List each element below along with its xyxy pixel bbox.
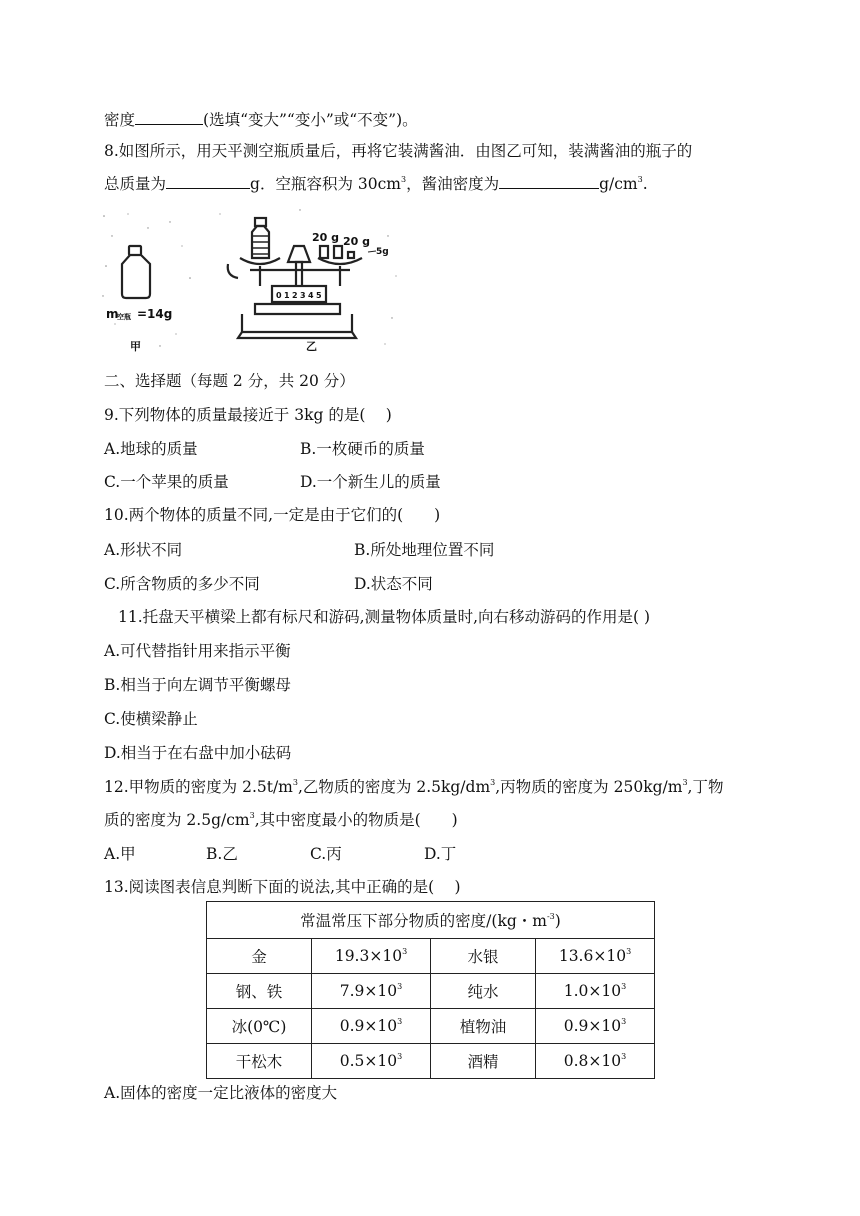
q11-option-d[interactable]: D.相当于在右盘中加小砝码 <box>104 744 292 762</box>
table-row <box>207 1009 655 1044</box>
q11-option-a[interactable]: A.可代替指针用来指示平衡 <box>104 642 291 660</box>
weight-label-3: 5g <box>376 247 389 257</box>
q12-sup-d: 3 <box>249 811 255 820</box>
density-cell <box>536 974 655 1009</box>
scale-tick-5: 5 <box>316 291 322 300</box>
substance-cell: 酒精 <box>431 1044 536 1079</box>
q12-option-b[interactable]: B.乙 <box>206 845 238 863</box>
balance-figure <box>100 206 400 356</box>
q10-stem: 10.两个物体的质量不同,一定是由于它们的( ) <box>104 506 441 524</box>
density-exp: 3 <box>397 1017 403 1026</box>
q9-options-row2 <box>104 471 441 493</box>
density-cell <box>312 939 431 974</box>
q8-line1: 8.如图所示，用天平测空瓶质量后，再将它装满酱油．由图乙可知，装满酱油的瓶子的 <box>104 142 693 160</box>
density-exp: 3 <box>397 982 403 991</box>
density-exp: 3 <box>626 947 632 956</box>
q10-option-d[interactable]: D.状态不同 <box>354 575 433 593</box>
density-exp: 3 <box>621 982 627 991</box>
q9-option-a[interactable]: A.地球的质量 <box>104 440 198 458</box>
substance-cell: 水银 <box>431 939 536 974</box>
density-cell <box>536 1009 655 1044</box>
q13-option-a[interactable]: A.固体的密度一定比液体的密度大 <box>104 1084 338 1102</box>
density-value: 13.6×10 <box>558 947 627 965</box>
q7-tail-line <box>104 108 418 131</box>
q13-stem: 13.阅读图表信息判断下面的说法,其中正确的是( ) <box>104 878 461 896</box>
left-caption-value: =14g <box>137 307 173 321</box>
density-value: 19.3×10 <box>334 947 403 965</box>
caption-sup: -3 <box>546 912 555 921</box>
scale-tick-1: 1 <box>284 291 290 300</box>
q7-prefix: 密度 <box>104 111 136 129</box>
density-value: 0.9×10 <box>563 1017 622 1035</box>
q12-option-c[interactable]: C.丙 <box>310 845 342 863</box>
table-row <box>207 1044 655 1079</box>
density-value: 1.0×10 <box>563 982 622 1000</box>
table-row <box>207 939 655 974</box>
q12-option-a[interactable]: A.甲 <box>104 845 136 863</box>
q11-stem: 11.托盘天平横梁上都有标尺和游码,测量物体质量时,向右移动游码的作用是( ) <box>118 608 651 626</box>
q12-sup-c: 3 <box>682 778 688 787</box>
substance-cell: 金 <box>207 939 312 974</box>
density-value: 7.9×10 <box>339 982 398 1000</box>
scale-tick-2: 2 <box>292 291 298 300</box>
q8-text-e: . <box>642 175 648 193</box>
q7-answer-blank[interactable] <box>135 108 203 125</box>
q11-option-b[interactable]: B.相当于向左调节平衡螺母 <box>104 676 291 694</box>
q12-options <box>104 843 456 865</box>
q7-suffix: (选填“变大”“变小”或“不变”)。 <box>203 111 418 129</box>
q9-options-row1 <box>104 438 425 460</box>
density-cell <box>312 974 431 1009</box>
q12-text-b: ,乙物质的密度为 2.5kg/dm <box>297 778 491 796</box>
left-caption-sub: 空瓶 <box>117 313 131 321</box>
q8-density-blank[interactable] <box>499 172 599 189</box>
substance-cell: 植物油 <box>431 1009 536 1044</box>
scale-tick-0: 0 <box>276 291 282 300</box>
density-value: 0.9×10 <box>339 1017 398 1035</box>
q8-text-a: 总质量为 <box>104 175 167 193</box>
density-value: 0.5×10 <box>339 1052 398 1070</box>
density-exp: 3 <box>397 1052 403 1061</box>
q12-text-c: ,丙物质的密度为 250kg/m <box>495 778 683 796</box>
q10-options-row1 <box>104 539 494 561</box>
substance-cell: 冰(0℃) <box>207 1009 312 1044</box>
weight-leader-line <box>368 251 376 252</box>
q9-stem: 9.下列物体的质量最接近于 3kg 的是( ) <box>104 406 392 424</box>
q10-option-c[interactable]: C.所含物质的多少不同 <box>104 575 260 593</box>
caption-end: ) <box>554 912 561 930</box>
q12-sup-a: 3 <box>292 778 298 787</box>
density-cell <box>312 1044 431 1079</box>
scale-ticks <box>276 291 322 300</box>
q12-text-d: ,丁物 <box>687 778 724 796</box>
q12-text-f: ,其中密度最小的物质是( ) <box>254 811 458 829</box>
density-table-caption <box>207 902 655 939</box>
q9-option-d[interactable]: D.一个新生儿的质量 <box>300 473 441 491</box>
balance-scale-icon <box>228 218 362 338</box>
q12-sup-b: 3 <box>490 778 496 787</box>
q12-line1 <box>104 776 723 798</box>
scale-tick-3: 3 <box>300 291 306 300</box>
substance-cell: 钢、铁 <box>207 974 312 1009</box>
caption-text: 常温常压下部分物质的密度/(kg・m <box>300 912 547 930</box>
substance-cell: 纯水 <box>431 974 536 1009</box>
q12-text-a: 12.甲物质的密度为 2.5t/m <box>104 778 293 796</box>
section2-title: 二、选择题（每题 2 分，共 20 分） <box>104 372 355 390</box>
q8-text-b: g．空瓶容积为 30cm <box>250 175 401 193</box>
q10-option-a[interactable]: A.形状不同 <box>104 541 183 559</box>
left-figure-label: 甲 <box>130 340 141 353</box>
empty-bottle-icon <box>122 246 150 298</box>
density-cell <box>312 1009 431 1044</box>
q12-option-d[interactable]: D.丁 <box>424 845 457 863</box>
right-figure-label: 乙 <box>306 340 317 353</box>
weight-label-2: 20 g <box>343 235 371 248</box>
q12-line2 <box>104 809 458 831</box>
q8-sup-1: 3 <box>400 175 407 184</box>
substance-cell: 干松木 <box>207 1044 312 1079</box>
q9-option-b[interactable]: B.一枚硬币的质量 <box>300 440 425 458</box>
left-caption-m: m <box>106 307 119 321</box>
scale-tick-4: 4 <box>308 291 314 300</box>
q8-sup-2: 3 <box>637 175 643 184</box>
density-exp: 3 <box>621 1052 627 1061</box>
density-table <box>206 901 655 1079</box>
q10-option-b[interactable]: B.所处地理位置不同 <box>354 541 495 559</box>
q10-options-row2 <box>104 573 433 595</box>
q11-option-c[interactable]: C.使横梁静止 <box>104 710 198 728</box>
density-cell <box>536 1044 655 1079</box>
density-exp: 3 <box>402 947 408 956</box>
balance-figure-svg <box>100 206 400 356</box>
q8-text-c: ，酱油密度为 <box>406 175 500 193</box>
weight-label-1: 20 g <box>312 231 340 244</box>
q9-option-c[interactable]: C.一个苹果的质量 <box>104 473 229 491</box>
density-value: 0.8×10 <box>563 1052 622 1070</box>
q8-text-d: g/cm <box>599 175 638 193</box>
q8-total-mass-blank[interactable] <box>166 172 250 189</box>
q8-line2 <box>104 172 648 195</box>
q12-text-e: 质的密度为 2.5g/cm <box>104 811 250 829</box>
density-cell <box>536 939 655 974</box>
density-exp: 3 <box>621 1017 627 1026</box>
table-row <box>207 974 655 1009</box>
